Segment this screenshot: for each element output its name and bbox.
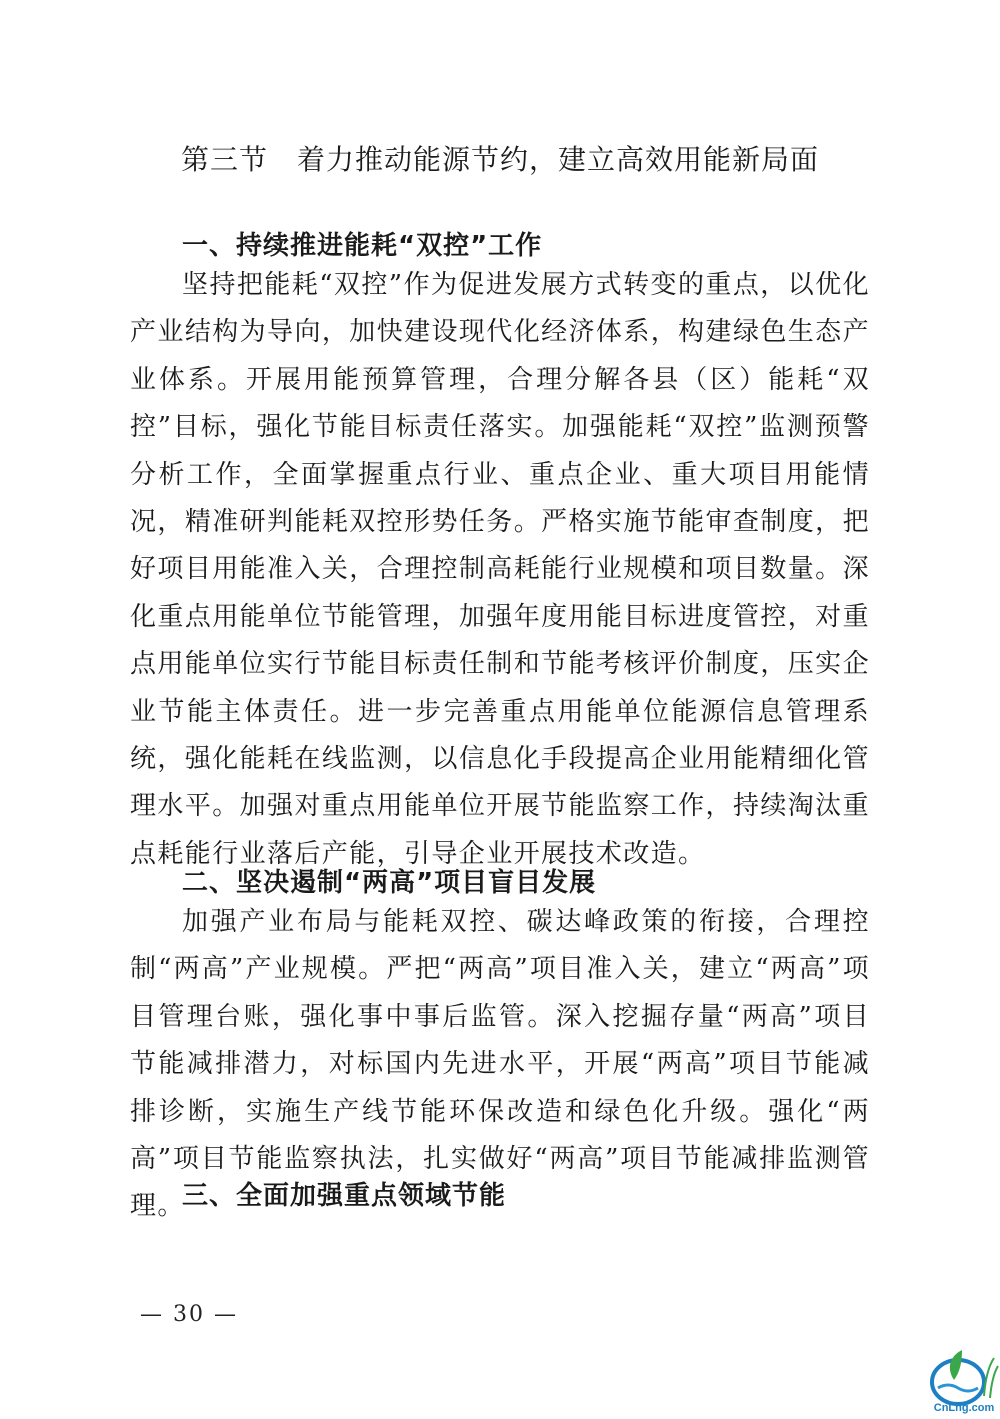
section-title: 第三节 着力推动能源节约，建立高效用能新局面	[180, 143, 819, 176]
watermark-logo	[928, 1340, 1000, 1414]
logo-leaf	[950, 1350, 962, 1380]
heading-2: 二、坚决遏制“两高”项目盲目发展	[182, 868, 597, 898]
logo-grass	[984, 1358, 998, 1398]
paragraph-1: 坚持把能耗“双控”作为促进发展方式转变的重点，以优化产业结构为导向，加快建设现代化经济体系，构建绿色生态产业体系。开展用能预算管理，合理分解各县（区）能耗“双控”目标，强化节能目标责任落实。加强能耗“双控”监测预警分析工作，全面掌握重点行业、重点企业、重大项目用能情况，精准研判能耗双控形势任务。严格实施节能审查制度，把好项目用能准入关，合理控制高耗能行业规模和项目数量。深化重点用能单位节能管理，加强年度用能目标进度管控，对重点用能单位实行节能目标责任制和节能考核评价制度，压实企业节能主体责任。进一步完善重点用能单位能源信息管理系统，强化能耗在线监测，以信息化手段提高企业用能精细化管理水平。加强对重点用能单位开展节能监察工作，持续淘汰重点耗能行业落后产能，引导企业开展技术改造。	[130, 270, 870, 869]
logo-wave	[938, 1385, 978, 1391]
page-number: — 30 —	[140, 1302, 238, 1327]
paragraph-2: 加强产业布局与能耗双控、碳达峰政策的衔接，合理控制“两高”产业规模。严把“两高”项目准入关，建立“两高”项目管理台账，强化事中事后监管。深入挖掘存量“两高”项目节能减排潜力，对标国内先进水平，开展“两高”项目节能减排诊断，实施生产线节能环保改造和绿色化升级。强化“两高”项目节能监察执法，扎实做好“两高”项目节能减排监测管理。	[130, 907, 870, 1222]
watermark-logo-icon	[928, 1340, 1000, 1414]
logo-text: CnLng.com	[933, 1402, 995, 1414]
heading-1: 一、持续推进能耗“双控”工作	[182, 231, 543, 261]
heading-3: 三、全面加强重点领域节能	[182, 1181, 507, 1211]
